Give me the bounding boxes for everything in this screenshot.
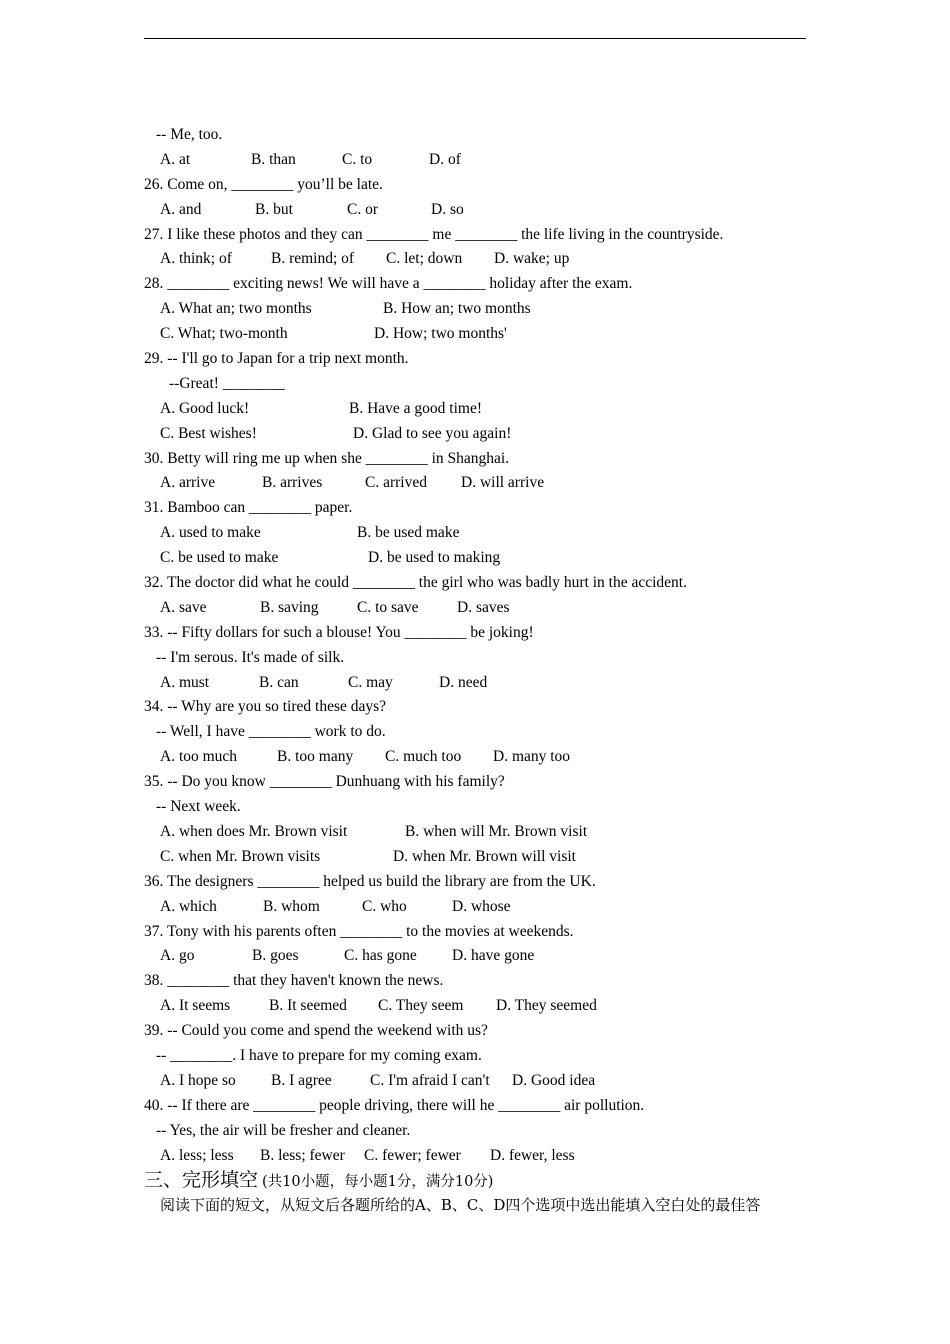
- option-b: D. Glad to see you again!: [353, 424, 512, 442]
- dialogue-line: -- Next week.: [156, 798, 241, 816]
- options-row: [144, 745, 814, 770]
- option-b: B. too many: [277, 748, 354, 766]
- option-b: D. How; two months': [374, 325, 507, 343]
- exam-content: [144, 123, 814, 1217]
- option-c: C. I'm afraid I can't: [370, 1071, 490, 1089]
- question-stem: 32. The doctor did what he could ________ the girl who was badly hurt in the accident.: [144, 574, 687, 592]
- dialogue-line: -- I'm serous. It's made of silk.: [156, 648, 345, 666]
- option-c: C. arrived: [365, 474, 427, 492]
- option-b: B. remind; of: [271, 250, 355, 268]
- question-stem: 37. Tony with his parents often ________ to the movies at weekends.: [144, 922, 574, 940]
- option-a: A. must: [160, 673, 210, 691]
- option-c: C. may: [348, 673, 393, 691]
- header-rule: [144, 38, 806, 39]
- option-a: A. and: [160, 200, 202, 218]
- options-row: [144, 148, 814, 173]
- section-intro: 阅读下面的短文，从短文后各题所给的A、B、C、D四个选项中选出能填入空白处的最佳答: [160, 1196, 761, 1215]
- option-b: B. but: [255, 200, 293, 218]
- option-d: D. have gone: [452, 947, 535, 965]
- option-a: A. less; less: [160, 1146, 234, 1164]
- question-stem: 33. -- Fifty dollars for such a blouse! You ________ be joking!: [144, 623, 534, 641]
- option-d: D. Good idea: [512, 1071, 596, 1089]
- option-b: B. can: [259, 673, 299, 691]
- option-c: C. to save: [357, 598, 419, 616]
- dialogue-line: -- Well, I have ________ work to do.: [156, 723, 386, 741]
- options-row: [144, 596, 814, 621]
- option-a: A. at: [160, 150, 191, 168]
- options-row: [144, 820, 814, 845]
- option-a: C. when Mr. Brown visits: [160, 847, 321, 865]
- options-row: [144, 322, 814, 347]
- options-row: [144, 471, 814, 496]
- option-d: D. saves: [457, 598, 510, 616]
- options-row: [144, 671, 814, 696]
- option-b: B. than: [251, 150, 296, 168]
- options-row: [144, 546, 814, 571]
- option-b: B. less; fewer: [260, 1146, 345, 1164]
- option-c: C. has gone: [344, 947, 417, 965]
- question-stem: 40. -- If there are ________ people driving, there will he ________ air pollution.: [144, 1096, 645, 1114]
- dialogue-line: -- ________. I have to prepare for my coming exam.: [156, 1046, 482, 1064]
- question-stem: 27. I like these photos and they can ________ me ________ the life living in the countryside.: [144, 225, 724, 243]
- option-a: C. What; two-month: [160, 325, 288, 343]
- option-a: A. which: [160, 897, 217, 915]
- option-b: B. Have a good time!: [349, 399, 483, 417]
- option-b: B. goes: [252, 947, 299, 965]
- option-a: A. go: [160, 947, 195, 965]
- option-d: D. many too: [493, 748, 571, 766]
- question-stem: 38. ________ that they haven't known the news.: [144, 972, 444, 990]
- question-stem: 30. Betty will ring me up when she ________ in Shanghai.: [144, 449, 510, 467]
- dialogue-line: -- Yes, the air will be fresher and cleaner.: [156, 1121, 411, 1139]
- section-title: 三、完形填空: [144, 1169, 259, 1192]
- option-a: C. be used to make: [160, 549, 279, 567]
- dialogue-line: --Great! ________: [169, 374, 285, 392]
- question-stem: 39. -- Could you come and spend the weekend with us?: [144, 1022, 488, 1040]
- options-row: [144, 994, 814, 1019]
- option-a: A. It seems: [160, 997, 231, 1015]
- option-a: A. Good luck!: [160, 399, 250, 417]
- options-row: [144, 895, 814, 920]
- question-stem: 36. The designers ________ helped us build the library are from the UK.: [144, 872, 596, 890]
- options-row: [144, 944, 814, 969]
- options-row: [144, 198, 814, 223]
- section-heading: [144, 1167, 814, 1193]
- option-d: D. so: [431, 200, 464, 218]
- option-c: C. much too: [385, 748, 462, 766]
- section-note: (共10小题，每小题1分，满分10分): [262, 1174, 494, 1191]
- question-stem: 26. Come on, ________ you’ll be late.: [144, 175, 383, 193]
- option-b: B. whom: [263, 897, 320, 915]
- option-a: A. What an; two months: [160, 300, 312, 318]
- option-b: D. be used to making: [368, 549, 501, 567]
- option-d: D. of: [429, 150, 461, 168]
- option-c: C. let; down: [386, 250, 463, 268]
- question-stem: 28. ________ exciting news! We will have a ________ holiday after the exam.: [144, 275, 633, 293]
- option-a: A. when does Mr. Brown visit: [160, 822, 348, 840]
- options-row: [144, 845, 814, 870]
- option-d: D. whose: [452, 897, 511, 915]
- option-c: C. who: [362, 897, 407, 915]
- option-b: B. arrives: [262, 474, 323, 492]
- question-stem: 34. -- Why are you so tired these days?: [144, 698, 387, 716]
- option-c: C. They seem: [378, 997, 464, 1015]
- option-a: A. too much: [160, 748, 238, 766]
- options-row: [144, 422, 814, 447]
- option-b: B. when will Mr. Brown visit: [405, 822, 588, 840]
- option-b: B. How an; two months: [383, 300, 531, 318]
- option-a: A. I hope so: [160, 1071, 236, 1089]
- option-d: D. They seemed: [496, 997, 597, 1015]
- question-list: [144, 123, 814, 1168]
- options-row: [144, 397, 814, 422]
- option-d: D. will arrive: [461, 474, 545, 492]
- option-b: B. be used make: [357, 524, 460, 542]
- option-c: C. or: [347, 200, 378, 218]
- question-stem: 35. -- Do you know ________ Dunhuang with his family?: [144, 773, 505, 791]
- dialogue-line: -- Me, too.: [156, 126, 223, 143]
- option-d: D. wake; up: [494, 250, 570, 268]
- options-row: [144, 1069, 814, 1094]
- option-a: A. arrive: [160, 474, 216, 492]
- option-c: C. to: [342, 150, 373, 168]
- options-row: [144, 521, 814, 546]
- question-stem: 31. Bamboo can ________ paper.: [144, 499, 353, 517]
- option-a: A. think; of: [160, 250, 232, 268]
- option-b: B. I agree: [271, 1071, 332, 1089]
- option-b: B. saving: [260, 598, 319, 616]
- option-b: B. It seemed: [269, 997, 347, 1015]
- options-row: [144, 297, 814, 322]
- option-a: A. used to make: [160, 524, 261, 542]
- question-stem: 29. -- I'll go to Japan for a trip next month.: [144, 350, 409, 368]
- option-b: D. when Mr. Brown will visit: [393, 847, 576, 865]
- option-a: A. save: [160, 598, 207, 616]
- option-a: C. Best wishes!: [160, 424, 257, 442]
- option-c: C. fewer; fewer: [364, 1146, 461, 1164]
- option-d: D. fewer, less: [490, 1146, 575, 1164]
- options-row: [144, 1144, 814, 1169]
- option-d: D. need: [439, 673, 488, 691]
- options-row: [144, 247, 814, 272]
